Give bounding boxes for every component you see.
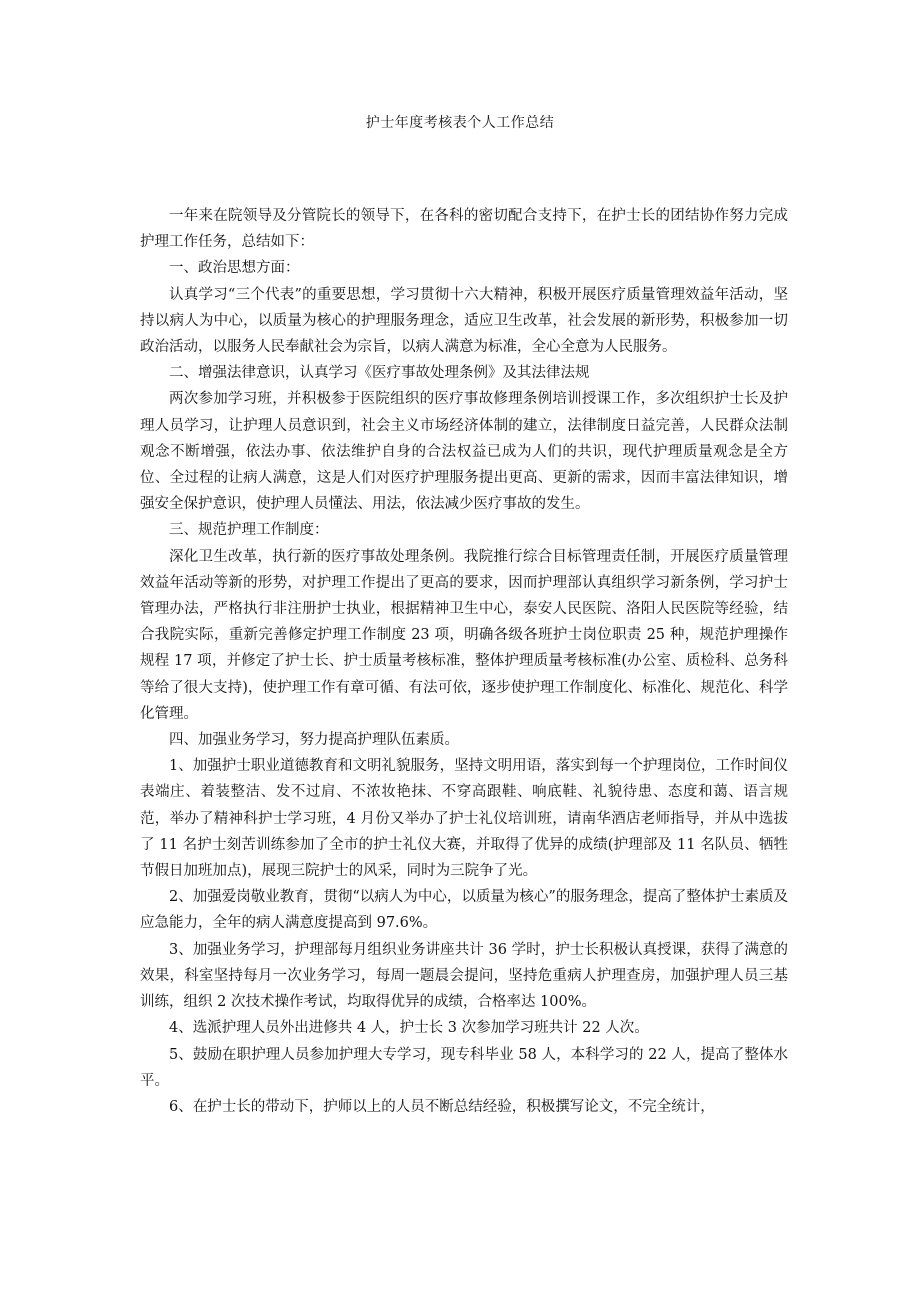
section-heading-politics: 一、政治思想方面：	[169, 260, 300, 277]
rules-paragraph: 深化卫生改革，执行新的医疗事故处理条例。我院推行综合目标管理责任制，开展医疗质量管理效益年活动等新的形势，对护理工作提出了更高的要求，因而护理部认真组织学习新条例，学习护士管理办法，严格执行非注册护士执业，根据精神卫生中心，泰安人民医院、洛阳人民医院等经验，结合我院实际，重新完善修定护理工作制度 23 项，明确各级各班护士岗位职责 25 种，规范护理操作规程 17 项，并修定了护士长、护士质量考核标准，整体护理质量考核标准(办公室、质检科、总务科等给了很大支持)，使护理工作有章可循、有法可依，逐步使护理工作制度化、标准化、规范化、科学化管理。	[140, 548, 788, 722]
training-item-3: 3、加强业务学习，护理部每月组织业务讲座共计 36 学时，护士长积极认真授课，获得了满意的效果，科室坚持每月一次业务学习，每周一题晨会提问，坚持危重病人护理查房，加强护理人员三基训练，组织 2 次技术操作考试，均取得优异的成绩，合格率达 100%。	[140, 941, 788, 1011]
training-item-6: 6、在护士长的带动下，护师以上的人员不断总结经验，积极撰写论文，不完全统计，	[169, 1098, 715, 1115]
document-title: 护士年度考核表个人工作总结	[365, 115, 555, 131]
section-heading-training: 四、加强业务学习，努力提高护理队伍素质。	[169, 732, 459, 749]
training-item-1: 1、加强护士职业道德教育和文明礼貌服务，坚持文明用语，落实到每一个护理岗位，工作时间仪表端庄、着装整洁、发不过肩、不浓妆艳抹、不穿高跟鞋、响底鞋、礼貌待患、态度和蔼、语言规范，举办了精神科护士学习班，4 月份又举办了护士礼仪培训班，请南华酒店老师指导，并从中选拔了 11 名护士刻苦训练参加了全市的护士礼仪大赛，并取得了优异的成绩(护理部及 11 名队员、牺牲节假日加班加点)，展现三院护士的风采，同时为三院争了光。	[140, 758, 788, 880]
training-item-5: 5、鼓励在职护理人员参加护理大专学习，现专科毕业 58 人，本科学习的 22 人，提高了整体水平。	[140, 1046, 788, 1089]
training-item-4: 4、选派护理人员外出进修共 4 人，护士长 3 次参加学习班共计 22 人次。	[169, 1020, 649, 1037]
law-paragraph: 两次参加学习班，并积极参于医院组织的医疗事故修理条例培训授课工作，多次组织护士长及护理人员学习，让护理人员意识到，社会主义市场经济体制的建立，法律制度日益完善，人民群众法制观念不断增强，依法办事、依法维护自身的合法权益已成为人们的共识，现代护理质量观念是全方位、全过程的让病人满意，这是人们对医疗护理服务提出更高、更新的需求，因而丰富法律知识，增强安全保护意识，使护理人员懂法、用法，依法减少医疗事故的发生。	[140, 391, 788, 513]
training-item-2: 2、加强爱岗敬业教育，贯彻“以病人为中心，以质量为核心”的服务理念，提高了整体护士素质及应急能力，全年的病人满意度提高到 97.6%。	[140, 889, 788, 932]
section-heading-rules: 三、规范护理工作制度：	[169, 522, 329, 539]
intro-paragraph: 一年来在院领导及分管院长的领导下，在各科的密切配合支持下，在护士长的团结协作努力完成护理工作任务，总结如下：	[140, 208, 788, 251]
section-heading-law: 二、增强法律意识，认真学习《医疗事故处理条例》及其法律法规	[169, 365, 590, 382]
document-body	[140, 203, 788, 1120]
politics-paragraph: 认真学习“三个代表”的重要思想，学习贯彻十六大精神，积极开展医疗质量管理效益年活动，坚持以病人为中心，以质量为核心的护理服务理念，适应卫生改革，社会发展的新形势，积极参加一切政治活动，以服务人民奉献社会为宗旨，以病人满意为标准，全心全意为人民服务。	[140, 286, 788, 356]
